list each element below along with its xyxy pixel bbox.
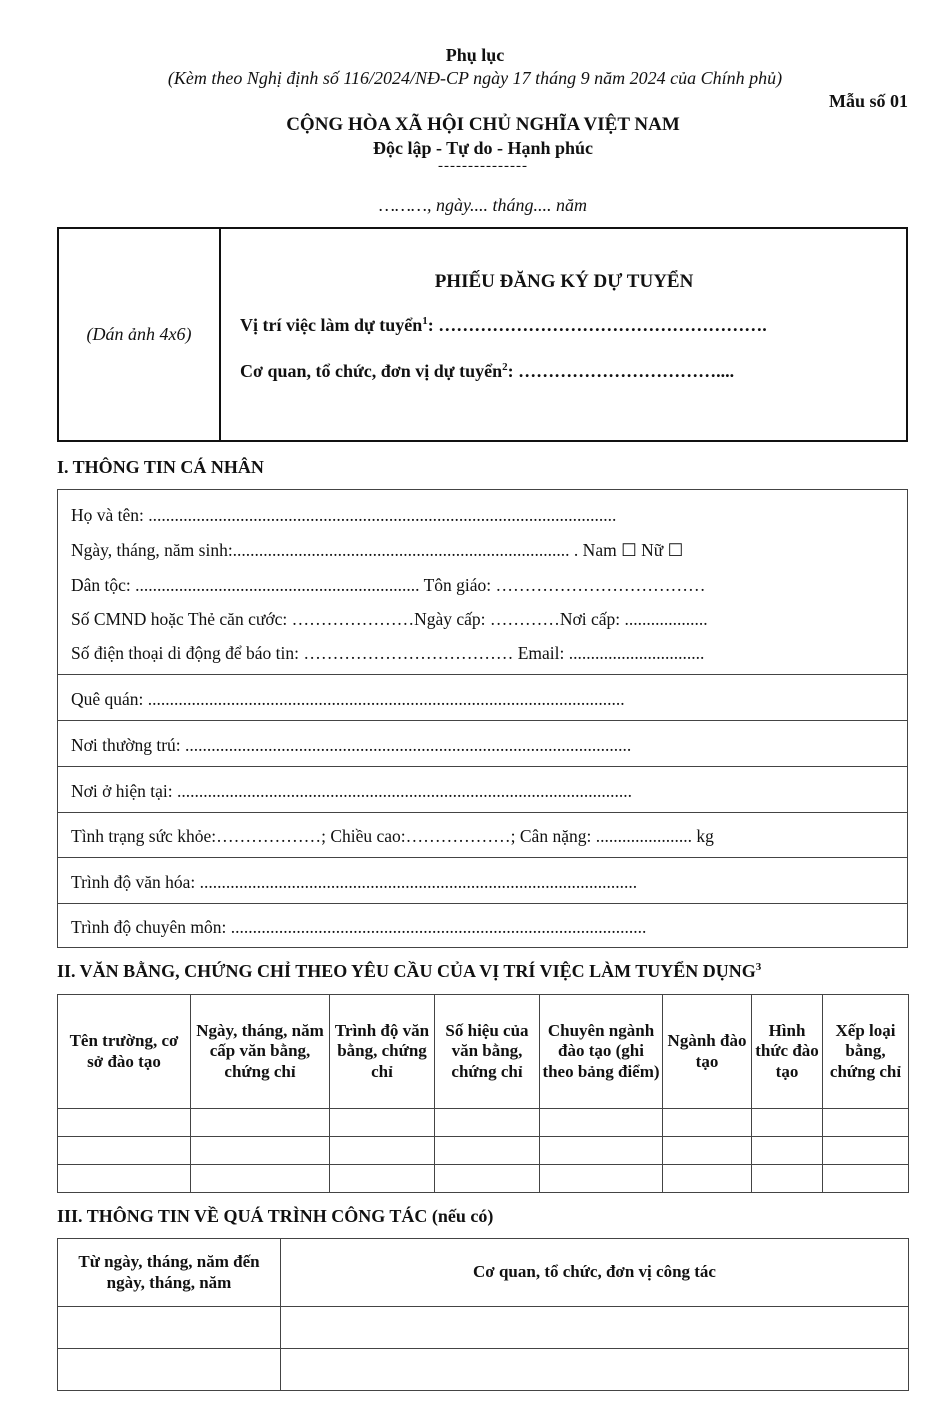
divider xyxy=(58,812,907,813)
full-name-field[interactable]: Họ và tên: ........................................................................................................... xyxy=(71,505,617,525)
table-row xyxy=(58,1137,909,1165)
col-period: Từ ngày, tháng, năm đến ngày, tháng, năm xyxy=(58,1239,281,1307)
table-row xyxy=(58,1307,909,1349)
table-header-row xyxy=(58,995,909,1109)
agency-field[interactable] xyxy=(240,361,734,382)
col-field: Ngành đào tạo xyxy=(663,995,752,1109)
birth-date-gender-field[interactable]: Ngày, tháng, năm sinh:............................................................................. . Nam ☐ Nữ ☐ xyxy=(71,540,684,560)
ethnicity-religion-field[interactable]: Dân tộc: ................................................................. Tôn giáo: ……………………………… xyxy=(71,575,706,595)
agency-dots: : …………………………….... xyxy=(507,361,735,381)
photo-placeholder: (Dán ảnh 4x6) xyxy=(59,229,221,440)
position-dots: : ………………………………………………. xyxy=(427,315,767,335)
hometown-field[interactable]: Quê quán: ............................................................................................................. xyxy=(71,689,625,709)
col-degree-number: Số hiệu của văn bằng, chứng chỉ xyxy=(435,995,540,1109)
section-1-title: I. THÔNG TIN CÁ NHÂN xyxy=(57,457,264,477)
section-2-title-text: II. VĂN BẰNG, CHỨNG CHỈ THEO YÊU CẦU CỦA VỊ TRÍ VIỆC LÀM TUYỂN DỤNG xyxy=(57,961,756,981)
phone-email-field[interactable]: Số điện thoại di động để báo tin: ……………………………… Email: ............................... xyxy=(71,643,705,663)
education-level-field[interactable]: Trình độ văn hóa: .................................................................................................... xyxy=(71,872,638,892)
col-workplace: Cơ quan, tổ chức, đơn vị công tác xyxy=(281,1239,909,1307)
table-row xyxy=(58,1109,909,1137)
divider xyxy=(58,720,907,721)
personal-info-table xyxy=(57,489,908,948)
col-major: Chuyên ngành đào tạo (ghi theo bảng điểm) xyxy=(540,995,663,1109)
current-address-field[interactable]: Nơi ở hiện tại: ........................................................................................................ xyxy=(71,781,632,801)
footnote-3: 3 xyxy=(755,961,762,973)
professional-level-field[interactable]: Trình độ chuyên môn: ............................................................................................... xyxy=(71,917,647,937)
header-rule: --------------- xyxy=(438,158,528,174)
date-line: ………, ngày.... tháng.... năm xyxy=(378,195,587,215)
national-motto: Độc lập - Tự do - Hạnh phúc xyxy=(372,138,594,158)
degrees-table xyxy=(57,994,909,1193)
form-number: Mẫu số 01 xyxy=(828,91,908,111)
form-title: PHIẾU ĐĂNG KÝ DỰ TUYỂN xyxy=(434,271,694,292)
work-history-table xyxy=(57,1238,909,1391)
divider xyxy=(58,903,907,904)
position-label: Vị trí việc làm dự tuyển xyxy=(240,315,423,335)
table-row xyxy=(58,1165,909,1193)
health-height-weight-field[interactable]: Tình trạng sức khỏe:………………; Chiều cao:………………; Cân nặng: ...................... kg xyxy=(71,826,714,846)
appendix-title: Phụ lục xyxy=(445,45,505,65)
col-school: Tên trường, cơ sở đào tạo xyxy=(58,995,191,1109)
footnote-2: 2 xyxy=(502,361,508,373)
permanent-address-field[interactable]: Nơi thường trú: ...................................................................................................... xyxy=(71,735,632,755)
position-field[interactable] xyxy=(240,315,767,336)
country-name: CỘNG HÒA XÃ HỘI CHỦ NGHĨA VIỆT NAM xyxy=(286,114,680,135)
footnote-1: 1 xyxy=(422,315,428,327)
col-degree-level: Trình độ văn bằng, chứng chỉ xyxy=(330,995,435,1109)
divider xyxy=(58,674,907,675)
col-issue-date: Ngày, tháng, năm cấp văn bằng, chứng chỉ xyxy=(191,995,330,1109)
section-3-title: III. THÔNG TIN VỀ QUÁ TRÌNH CÔNG TÁC (nếu có) xyxy=(57,1206,494,1226)
table-header-row xyxy=(58,1239,909,1307)
table-row xyxy=(58,1349,909,1391)
section-2-title xyxy=(57,961,761,982)
divider xyxy=(58,857,907,858)
col-classification: Xếp loại bằng, chứng chỉ xyxy=(823,995,909,1109)
decree-reference: (Kèm theo Nghị định số 116/2024/NĐ-CP ngày 17 tháng 9 năm 2024 của Chính phủ) xyxy=(167,68,783,88)
agency-label: Cơ quan, tổ chức, đơn vị dự tuyển xyxy=(240,361,503,381)
col-training-form: Hình thức đào tạo xyxy=(752,995,823,1109)
registration-header-box xyxy=(57,227,908,442)
id-card-field[interactable]: Số CMND hoặc Thẻ căn cước: …………………Ngày cấp: …………Nơi cấp: ................... xyxy=(71,609,708,629)
divider xyxy=(58,766,907,767)
